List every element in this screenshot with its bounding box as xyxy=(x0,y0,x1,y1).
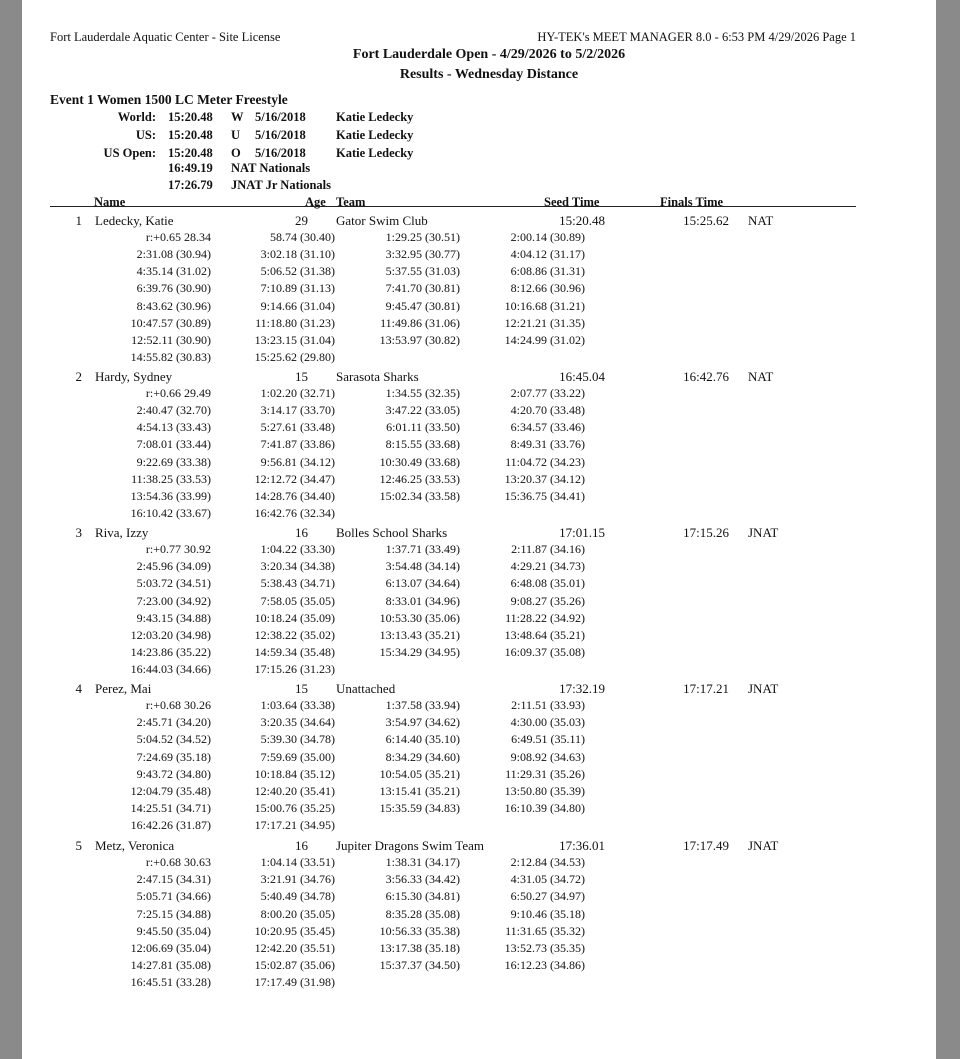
split-time: 10:53.30 (35.06) xyxy=(379,610,460,625)
split-time: 8:34.29 (34.60) xyxy=(385,749,460,764)
split-time: 1:34.55 (32.35) xyxy=(385,386,460,400)
split-time: 13:13.43 (35.21) xyxy=(379,627,460,642)
place: 4 xyxy=(75,681,82,696)
split-time: 2:11.51 (33.93) xyxy=(511,698,585,712)
header-rule xyxy=(50,206,856,207)
time-standard: NAT xyxy=(748,369,774,384)
split-time: r:+0.68 30.26 xyxy=(145,698,211,712)
split-time: 9:10.46 (35.18) xyxy=(510,906,585,921)
split-time: 9:45.50 (35.04) xyxy=(136,923,211,938)
split-time: 4:30.00 (35.03) xyxy=(510,715,585,730)
split-time: 9:43.15 (34.88) xyxy=(136,610,211,625)
split-time: 14:24.99 (31.02) xyxy=(504,332,585,347)
split-time: 8:33.01 (34.96) xyxy=(385,593,460,608)
split-time: 5:05.71 (34.66) xyxy=(136,889,211,904)
swimmer-name: Hardy, Sydney xyxy=(95,369,173,384)
split-time: r:+0.68 30.63 xyxy=(145,855,211,869)
split-time: 5:39.30 (34.78) xyxy=(260,732,335,747)
split-time: 11:38.25 (33.53) xyxy=(131,471,211,486)
record-time: 15:20.48 xyxy=(168,110,213,124)
split-time: 9:08.27 (35.26) xyxy=(510,593,585,608)
split-time: 16:42.26 (31.87) xyxy=(130,818,211,832)
swimmer-team: Sarasota Sharks xyxy=(336,369,419,384)
split-time: 13:15.41 (35.21) xyxy=(379,783,460,798)
split-time: 2:11.87 (34.16) xyxy=(511,542,585,556)
split-time: 9:43.72 (34.80) xyxy=(136,766,211,781)
split-time: 7:24.69 (35.18) xyxy=(136,749,211,764)
split-time: 11:28.22 (34.92) xyxy=(505,610,585,625)
split-time: 8:49.31 (33.76) xyxy=(510,437,585,452)
split-time: 12:06.69 (35.04) xyxy=(130,940,211,955)
split-time: 10:20.95 (35.45) xyxy=(254,923,335,938)
record-time: 15:20.48 xyxy=(168,128,213,142)
split-time: 2:31.08 (30.94) xyxy=(136,247,211,262)
swimmer-age: 16 xyxy=(295,525,308,540)
split-time: 12:04.79 (35.48) xyxy=(130,783,211,798)
split-time: 16:44.03 (34.66) xyxy=(130,662,211,676)
split-time: 13:50.80 (35.39) xyxy=(504,783,585,798)
split-time: 16:12.23 (34.86) xyxy=(504,957,585,972)
finals-time: 15:25.62 xyxy=(683,213,729,228)
split-time: 15:37.37 (34.50) xyxy=(379,957,460,972)
split-time: 5:03.72 (34.51) xyxy=(136,576,211,591)
col-name: Name xyxy=(94,195,126,209)
split-time: 12:03.20 (34.98) xyxy=(130,627,211,642)
place: 2 xyxy=(75,369,82,384)
split-time: 6:34.57 (33.46) xyxy=(510,420,585,435)
split-time: 5:06.52 (31.38) xyxy=(260,264,335,279)
seed-time: 17:36.01 xyxy=(559,838,605,853)
split-time: 14:23.86 (35.22) xyxy=(130,644,211,659)
finals-time: 17:17.49 xyxy=(683,838,729,853)
split-time: 3:54.48 (34.14) xyxy=(385,559,460,574)
split-time: 17:17.21 (34.95) xyxy=(254,818,335,832)
swimmer-age: 15 xyxy=(295,369,308,384)
split-time: 3:20.34 (34.38) xyxy=(260,559,335,574)
split-time: 13:23.15 (31.04) xyxy=(254,332,335,347)
place: 3 xyxy=(75,525,82,540)
meet-title: Fort Lauderdale Open - 4/29/2026 to 5/2/2026 xyxy=(352,47,626,62)
time-standard: JNAT xyxy=(748,525,779,540)
standard-desc: NAT Nationals xyxy=(231,161,311,175)
split-time: 13:52.73 (35.35) xyxy=(504,940,585,955)
split-time: 4:20.70 (33.48) xyxy=(510,403,585,418)
split-time: 7:58.05 (35.05) xyxy=(260,593,335,608)
split-time: 15:25.62 (29.80) xyxy=(254,350,335,364)
split-time: 12:21.21 (31.35) xyxy=(504,315,585,330)
split-time: 7:41.87 (33.86) xyxy=(260,437,335,452)
split-time: r:+0.66 29.49 xyxy=(145,386,211,400)
split-time: 10:30.49 (33.68) xyxy=(379,454,460,469)
swimmer-team: Jupiter Dragons Swim Team xyxy=(336,838,484,853)
split-time: 1:37.58 (33.94) xyxy=(385,698,460,712)
split-time: 12:38.22 (35.02) xyxy=(254,627,335,642)
split-time: 16:45.51 (33.28) xyxy=(130,975,211,989)
split-time: 10:47.57 (30.89) xyxy=(130,315,211,330)
split-time: 11:04.72 (34.23) xyxy=(505,454,585,469)
split-time: 12:46.25 (33.53) xyxy=(379,471,460,486)
record-code: W xyxy=(231,110,244,124)
swimmer-name: Riva, Izzy xyxy=(95,525,149,540)
split-time: 9:56.81 (34.12) xyxy=(260,454,335,469)
split-time: 3:47.22 (33.05) xyxy=(385,403,460,418)
finals-time: 17:17.21 xyxy=(683,681,729,696)
finals-time: 16:42.76 xyxy=(683,369,729,384)
split-time: 3:54.97 (34.62) xyxy=(385,715,460,730)
split-time: 9:22.69 (33.38) xyxy=(136,454,211,469)
split-time: 5:27.61 (33.48) xyxy=(260,420,335,435)
split-time: 10:16.68 (31.21) xyxy=(504,298,585,313)
event-title: Event 1 Women 1500 LC Meter Freestyle xyxy=(50,92,288,107)
split-time: 13:20.37 (34.12) xyxy=(504,471,585,486)
split-time: 1:38.31 (34.17) xyxy=(385,855,460,869)
col-team: Team xyxy=(336,195,366,209)
split-time: 15:35.59 (34.83) xyxy=(379,800,460,815)
split-time: 10:56.33 (35.38) xyxy=(379,923,460,938)
record-holder: Katie Ledecky xyxy=(336,128,414,142)
record-holder: Katie Ledecky xyxy=(336,110,414,124)
time-standard: NAT xyxy=(748,213,774,228)
record-label: US Open: xyxy=(103,146,156,160)
split-time: 2:40.47 (32.70) xyxy=(136,403,211,418)
split-time: 2:45.96 (34.09) xyxy=(136,559,211,574)
swimmer-age: 15 xyxy=(295,681,308,696)
split-time: 2:12.84 (34.53) xyxy=(510,855,585,869)
split-time: 6:48.08 (35.01) xyxy=(510,576,585,591)
split-time: 7:23.00 (34.92) xyxy=(136,593,211,608)
col-finals-time: Finals Time xyxy=(660,195,724,209)
split-time: 6:15.30 (34.81) xyxy=(385,889,460,904)
split-time: 10:54.05 (35.21) xyxy=(379,766,460,781)
split-time: 1:03.64 (33.38) xyxy=(260,698,335,712)
standard-desc: JNAT Jr Nationals xyxy=(231,178,332,192)
split-time: 15:36.75 (34.41) xyxy=(504,488,585,503)
split-time: 7:59.69 (35.00) xyxy=(260,749,335,764)
split-time: 8:35.28 (35.08) xyxy=(385,906,460,921)
split-time: r:+0.65 28.34 xyxy=(145,230,211,244)
split-time: 4:29.21 (34.73) xyxy=(510,559,585,574)
split-time: 3:21.91 (34.76) xyxy=(260,872,335,887)
swimmer-name: Ledecky, Katie xyxy=(95,213,174,228)
split-time: 16:10.39 (34.80) xyxy=(504,800,585,815)
col-age: Age xyxy=(305,195,326,209)
record-date: 5/16/2018 xyxy=(255,146,306,160)
split-time: 6:14.40 (35.10) xyxy=(385,732,460,747)
split-time: 2:00.14 (30.89) xyxy=(510,230,585,244)
split-time: 15:00.76 (35.25) xyxy=(254,800,335,815)
split-time: 6:01.11 (33.50) xyxy=(386,420,460,435)
split-time: 9:08.92 (34.63) xyxy=(510,749,585,764)
time-standard: JNAT xyxy=(748,838,779,853)
split-time: 10:18.24 (35.09) xyxy=(254,610,335,625)
split-time: 7:41.70 (30.81) xyxy=(385,281,460,296)
split-time: 11:29.31 (35.26) xyxy=(505,766,585,781)
split-time: 11:18.80 (31.23) xyxy=(255,315,335,330)
split-time: 5:40.49 (34.78) xyxy=(260,889,335,904)
split-time: 16:10.42 (33.67) xyxy=(130,506,211,520)
split-time: 4:04.12 (31.17) xyxy=(510,247,585,262)
split-time: 16:09.37 (35.08) xyxy=(504,644,585,659)
split-time: 9:14.66 (31.04) xyxy=(260,298,335,313)
standard-time: 17:26.79 xyxy=(168,178,213,192)
split-time: 3:20.35 (34.64) xyxy=(260,715,335,730)
split-time: 3:14.17 (33.70) xyxy=(260,403,335,418)
split-time: 7:10.89 (31.13) xyxy=(260,281,335,296)
split-time: 13:53.97 (30.82) xyxy=(379,332,460,347)
split-time: 10:18.84 (35.12) xyxy=(254,766,335,781)
split-time: 1:02.20 (32.71) xyxy=(260,386,335,400)
seed-time: 17:32.19 xyxy=(559,681,605,696)
split-time: 6:49.51 (35.11) xyxy=(511,732,585,747)
record-holder: Katie Ledecky xyxy=(336,146,414,160)
split-time: 12:40.20 (35.41) xyxy=(254,783,335,798)
place: 1 xyxy=(75,213,82,228)
software-info: HY-TEK's MEET MANAGER 8.0 - 6:53 PM 4/29/2026 Page 1 xyxy=(537,30,856,44)
col-seed-time: Seed Time xyxy=(544,195,600,209)
split-time: 14:25.51 (34.71) xyxy=(130,800,211,815)
split-time: 15:34.29 (34.95) xyxy=(379,644,460,659)
session-title: Results - Wednesday Distance xyxy=(399,67,579,82)
split-time: 12:12.72 (34.47) xyxy=(254,471,335,486)
swimmer-team: Gator Swim Club xyxy=(336,213,428,228)
split-time: 8:15.55 (33.68) xyxy=(385,437,460,452)
split-time: 7:25.15 (34.88) xyxy=(136,906,211,921)
finals-time: 17:15.26 xyxy=(683,525,729,540)
split-time: 13:48.64 (35.21) xyxy=(504,627,585,642)
results-page xyxy=(22,0,936,1059)
swimmer-name: Metz, Veronica xyxy=(95,838,175,853)
split-time: 8:12.66 (30.96) xyxy=(510,281,585,296)
split-time: 6:08.86 (31.31) xyxy=(510,264,585,279)
split-time: 14:27.81 (35.08) xyxy=(130,957,211,972)
seed-time: 17:01.15 xyxy=(559,525,605,540)
split-time: 12:42.20 (35.51) xyxy=(254,940,335,955)
split-time: 15:02.34 (33.58) xyxy=(379,488,460,503)
split-time: 4:35.14 (31.02) xyxy=(136,264,211,279)
split-time: 58.74 (30.40) xyxy=(270,230,335,244)
split-time: 6:39.76 (30.90) xyxy=(136,281,211,296)
swimmer-team: Bolles School Sharks xyxy=(336,525,448,540)
record-code: U xyxy=(231,128,241,142)
split-time: 16:42.76 (32.34) xyxy=(254,506,335,520)
split-time: 5:04.52 (34.52) xyxy=(136,732,211,747)
split-time: 11:31.65 (35.32) xyxy=(505,923,585,938)
split-time: 17:15.26 (31.23) xyxy=(254,662,335,676)
split-time: 3:32.95 (30.77) xyxy=(385,247,460,262)
swimmer-name: Perez, Mai xyxy=(95,681,152,696)
time-standard: JNAT xyxy=(748,681,779,696)
split-time: 1:29.25 (30.51) xyxy=(385,230,460,244)
standard-time: 16:49.19 xyxy=(168,161,213,175)
split-time: 13:54.36 (33.99) xyxy=(130,488,211,503)
split-time: 17:17.49 (31.98) xyxy=(254,975,335,989)
split-time: 12:52.11 (30.90) xyxy=(131,332,211,347)
split-time: 8:43.62 (30.96) xyxy=(136,298,211,313)
swimmer-age: 29 xyxy=(295,213,308,228)
split-time: 4:31.05 (34.72) xyxy=(510,872,585,887)
record-date: 5/16/2018 xyxy=(255,128,306,142)
split-time: 2:47.15 (34.31) xyxy=(136,872,211,887)
record-time: 15:20.48 xyxy=(168,146,213,160)
split-time: 9:45.47 (30.81) xyxy=(385,298,460,313)
site-license: Fort Lauderdale Aquatic Center - Site License xyxy=(50,30,281,44)
record-date: 5/16/2018 xyxy=(255,110,306,124)
split-time: 14:59.34 (35.48) xyxy=(254,644,335,659)
split-time: 7:08.01 (33.44) xyxy=(136,437,211,452)
split-time: 6:50.27 (34.97) xyxy=(510,889,585,904)
split-time: 15:02.87 (35.06) xyxy=(254,957,335,972)
record-label: US: xyxy=(135,128,156,142)
split-time: 4:54.13 (33.43) xyxy=(136,420,211,435)
split-time: 13:17.38 (35.18) xyxy=(379,940,460,955)
split-time: 1:37.71 (33.49) xyxy=(385,542,460,556)
swimmer-age: 16 xyxy=(295,838,308,853)
split-time: 14:55.82 (30.83) xyxy=(130,350,211,364)
split-time: 1:04.22 (33.30) xyxy=(260,542,335,556)
split-time: 6:13.07 (34.64) xyxy=(385,576,460,591)
seed-time: 16:45.04 xyxy=(559,369,605,384)
seed-time: 15:20.48 xyxy=(559,213,605,228)
split-time: 5:38.43 (34.71) xyxy=(260,576,335,591)
split-time: 1:04.14 (33.51) xyxy=(260,855,335,869)
split-time: 11:49.86 (31.06) xyxy=(380,315,460,330)
place: 5 xyxy=(75,838,82,853)
record-code: O xyxy=(231,146,241,160)
split-time: 2:45.71 (34.20) xyxy=(136,715,211,730)
split-time: 2:07.77 (33.22) xyxy=(510,386,585,400)
split-time: 5:37.55 (31.03) xyxy=(385,264,460,279)
swimmer-team: Unattached xyxy=(336,681,396,696)
split-time: r:+0.77 30.92 xyxy=(145,542,211,556)
split-time: 3:02.18 (31.10) xyxy=(260,247,335,262)
record-label: World: xyxy=(117,110,156,124)
split-time: 8:00.20 (35.05) xyxy=(260,906,335,921)
split-time: 14:28.76 (34.40) xyxy=(254,488,335,503)
split-time: 3:56.33 (34.42) xyxy=(385,872,460,887)
